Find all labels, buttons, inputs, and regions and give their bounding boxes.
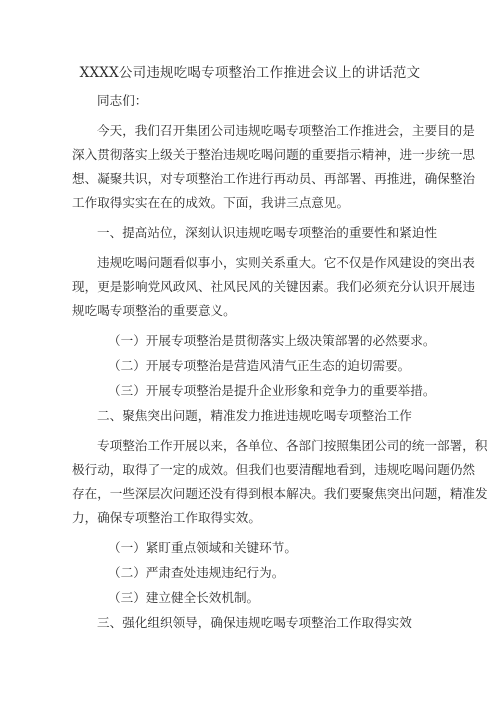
section-1-para-line-2: 现，更是影响党风政风、社风民风的关键因素。我们必须充分认识开展违 <box>72 279 475 294</box>
intro-line-2: 深入贯彻落实上级关于整治违规吃喝问题的重要指示精神，进一步统一思 <box>72 147 475 162</box>
section-1-item-1: （一）开展专项整治是贯彻落实上级决策部署的必然要求。 <box>108 333 436 348</box>
intro-line-3: 想、凝聚共识，对专项整治工作进行再动员、再部署、再推进，确保整治 <box>72 171 475 186</box>
intro-line-1: 今天，我们召开集团公司违规吃喝专项整治工作推进会，主要目的是 <box>97 123 475 138</box>
section-1-para-line-1: 违规吃喝问题看似事小，实则关系重大。它不仅是作风建设的突出表 <box>97 255 475 270</box>
section-3-heading: 三、强化组织领导，确保违规吃喝专项整治工作取得实效 <box>97 615 412 630</box>
salutation: 同志们： <box>97 93 148 108</box>
section-2-para-line-4: 力，确保专项整治工作取得实效。 <box>72 510 261 525</box>
section-2-item-2: （二）严肃查处违规违纪行为。 <box>108 565 285 580</box>
section-2-para-line-2: 极行动，取得了一定的成效。但我们也要清醒地看到，违规吃喝问题仍然 <box>72 462 475 477</box>
section-1-heading: 一、提高站位，深刻认识违规吃喝专项整治的重要性和紧迫性 <box>97 225 438 240</box>
section-2-heading: 二、聚焦突出问题，精准发力推进违规吃喝专项整治工作 <box>97 408 412 423</box>
section-2-para-line-3: 存在，一些深层次问题还没有得到根本解决。我们要聚焦突出问题，精准发 <box>72 486 488 501</box>
section-2-item-1: （一）紧盯重点领域和关键环节。 <box>108 540 297 555</box>
section-1-para-line-3: 规吃喝专项整治的重要意义。 <box>72 303 236 318</box>
section-2-para-line-1: 专项整治工作开展以来，各单位、各部门按照集团公司的统一部署，积 <box>97 438 488 453</box>
document-title: XXXX公司违规吃喝专项整治工作推进会议上的讲话范文 <box>79 65 421 81</box>
section-2-item-3: （三）建立健全长效机制。 <box>108 590 260 605</box>
section-1-item-3: （三）开展专项整治是提升企业形象和竞争力的重要举措。 <box>108 383 436 398</box>
intro-line-4: 工作取得实实在在的成效。下面，我讲三点意见。 <box>72 195 350 210</box>
section-1-item-2: （二）开展专项整治是营造风清气正生态的迫切需要。 <box>108 358 411 373</box>
